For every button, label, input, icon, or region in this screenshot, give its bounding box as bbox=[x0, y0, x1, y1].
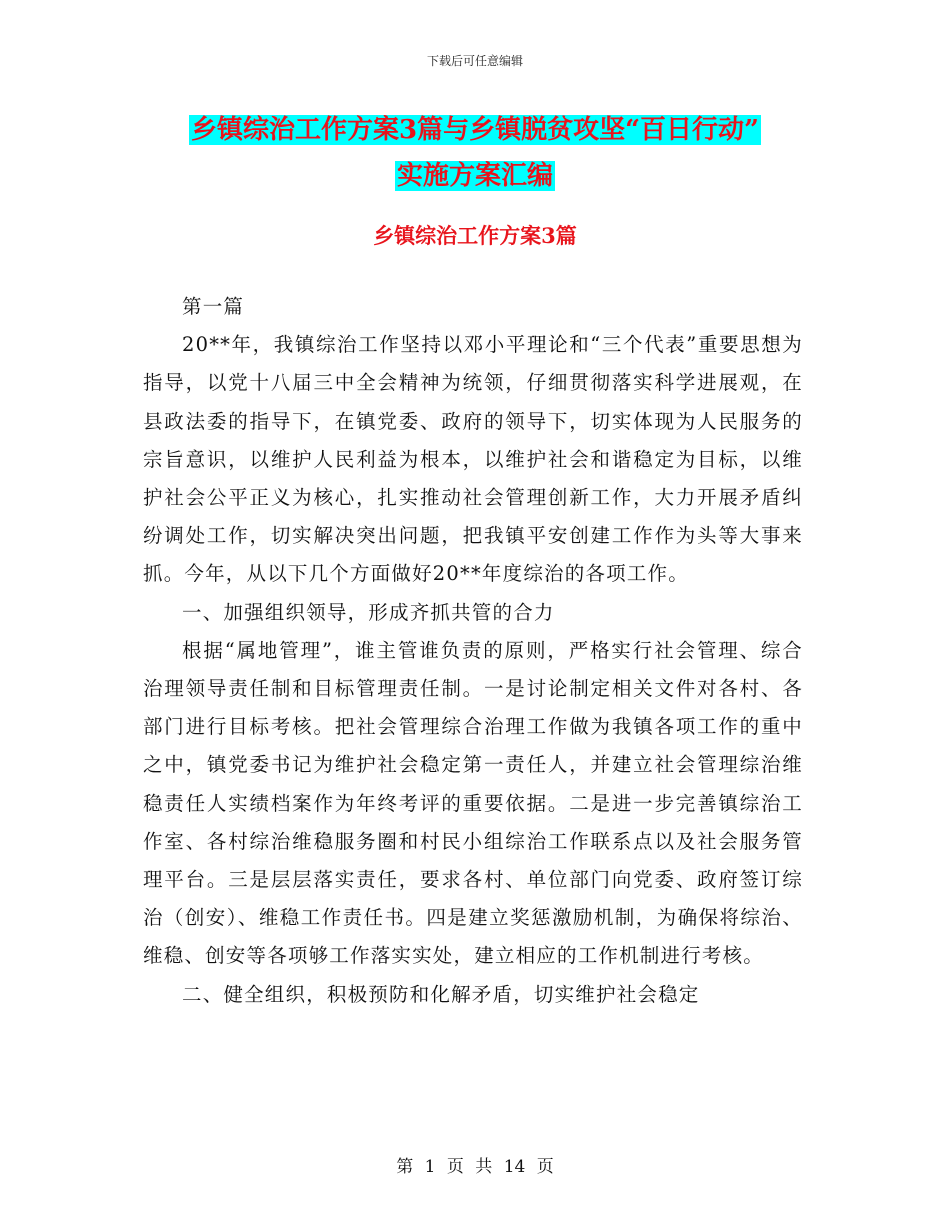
document-title-line-1 bbox=[0, 110, 950, 150]
document-title-text-1: 乡镇综治工作方案3篇与乡镇脱贫攻坚“百日行动” bbox=[190, 115, 759, 145]
page-number: 第 1 页 共 14 页 bbox=[396, 1157, 554, 1177]
paragraph-part-label: 第一篇 bbox=[182, 295, 245, 318]
document-body bbox=[143, 288, 803, 1014]
paragraph-organization: 根据“属地管理”，谁主管谁负责的原则，严格实行社会管理、综合治理领导责任制和目标管理责任制。一是讨论制定相关文件对各村、各部门进行目标考核。把社会管理综合治理工作做为我镇各项工作的重中之中，镇党委书记为维护社会稳定第一责任人，并建立社会管理综治维稳责任人实绩档案作为年终考评的重要依据。二是进一步完善镇综治工作室、各村综治维稳服务圈和村民小组综治工作联系点以及社会服务管理平台。三是层层落实责任，要求各村、单位部门向党委、政府签订综治（创安）、维稳工作责任书。四是建立奖惩激励机制，为确保将综治、维稳、创安等各项够工作落实实处，建立相应的工作机制进行考核。 bbox=[143, 638, 803, 968]
document-title-line-2 bbox=[0, 156, 950, 196]
heading-two: 二、健全组织，积极预防和化解矛盾，切实维护社会稳定 bbox=[182, 982, 700, 1006]
section-title: 乡镇综治工作方案3篇 bbox=[373, 223, 577, 248]
document-title-text-2: 实施方案汇编 bbox=[396, 161, 553, 191]
heading-one: 一、加强组织领导，形成齐抓共管的合力 bbox=[182, 600, 555, 624]
header-note: 下载后可任意编辑 bbox=[426, 54, 523, 68]
paragraph-intro: 20**年，我镇综治工作坚持以邓小平理论和“三个代表”重要思想为指导，以党十八届三中全会精神为统领，仔细贯彻落实科学进展观，在县政法委的指导下，在镇党委、政府的领导下，切实体现为人民服务的宗旨意识，以维护人民利益为根本，以维护社会和谐稳定为目标，以维护社会公平正义为核心，扎实推动社会管理创新工作，大力开展矛盾纠纷调处工作，切实解决突出问题，把我镇平安创建工作作为头等大事来抓。今年，从以下几个方面做好20**年度综治的各项工作。 bbox=[143, 333, 803, 586]
